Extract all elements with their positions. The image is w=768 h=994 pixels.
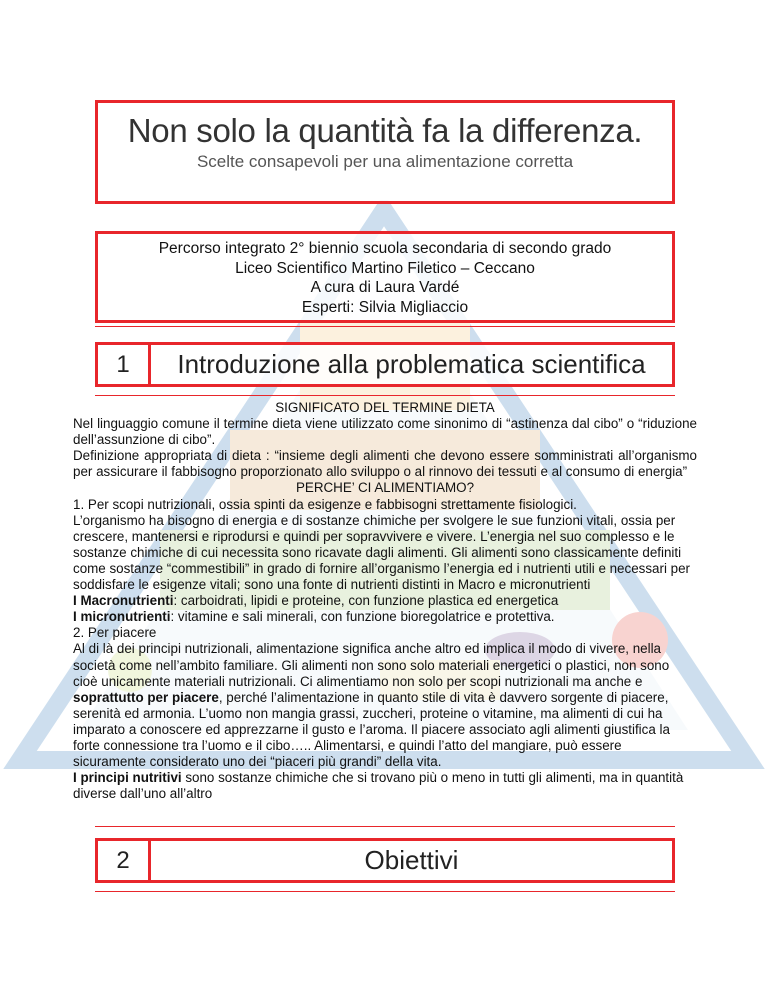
text: Al di là dei principi nutrizionali, alimentazione significa anche altro ed implica il modo di vivere, nella società come nell’ambito familiare. Gli alimenti non sono solo materiali energetici o plastici, non sono cioè unicamente materiali nutrizionali. Ci alimentiamo non solo per scopi nutrizionali ma anche e <box>73 641 670 689</box>
document-title: Non solo la quantità fa la differenza. <box>127 112 643 149</box>
paragraph: Nel linguaggio comune il termine dieta viene utilizzato come sinonimo di “astinenza dal cibo” o “riduzione dell’assunzione di cibo”. <box>73 416 697 448</box>
micronutrients-text: : vitamine e sali minerali, con funzione bioregolatrice e protettiva. <box>170 609 555 625</box>
section-number: 2 <box>98 841 151 880</box>
title-box <box>95 100 675 204</box>
credits-line-author: A cura di Laura Vardé <box>310 279 460 296</box>
section-header-2 <box>95 838 675 883</box>
paragraph: Definizione appropriata di dieta : “insieme degli alimenti che devono essere somministrati all’organismo per assicurare il fabbisogno proporzionato allo sviluppo o al rinnovo dei tessuti e al consumo di energia” <box>73 448 697 480</box>
divider <box>95 395 675 396</box>
paragraph: 2. Per piacere <box>73 625 157 641</box>
divider <box>95 326 675 327</box>
section-title: Introduzione alla problematica scientifica <box>177 349 646 379</box>
heading-perche: PERCHE’ CI ALIMENTIAMO? <box>295 480 475 496</box>
section-title: Obiettivi <box>364 845 459 875</box>
paragraph-principi <box>73 770 697 802</box>
document-subtitle: Scelte consapevoli per una alimentazione corretta <box>196 152 574 171</box>
paragraph-piacere <box>73 641 697 770</box>
emphasis: I principi nutritivi <box>73 770 182 786</box>
section-header-1 <box>95 342 675 387</box>
section-number: 1 <box>98 345 151 384</box>
body-text <box>73 400 697 802</box>
heading-dieta: SIGNIFICATO DEL TERMINE DIETA <box>275 400 495 415</box>
text: , perché l’alimentazione in quanto stile di vita è davvero sorgente di piacere, serenità ed armonia. L’uomo non mangia grassi, zuccheri, proteine o vitamine, ma alimenti di cui ha imparato a conoscere ed apprezzarne il gusto e l’aroma. Il piacere associato agli alimenti giustifica la forte connessione tra l’uomo e il cibo….. Alimentarsi, e quindi l’atto del mangiare, può essere sicuramente considerato uno dei “piaceri più grandi” della vita. <box>73 689 670 770</box>
macronutrients-line <box>73 593 697 609</box>
micronutrients-label: I micronutrienti <box>73 609 171 625</box>
credits-line-course: Percorso integrato 2° biennio scuola secondaria di secondo grado <box>158 240 612 257</box>
macronutrients-text: : carboidrati, lipidi e proteine, con funzione plastica ed energetica <box>173 593 559 609</box>
macronutrients-label: I Macronutrienti <box>73 593 174 609</box>
paragraph: L’organismo ha bisogno di energia e di sostanze chimiche per svolgere le sue funzioni vitali, ossia per crescere, mantenersi e riprodursi e quindi per sopravvivere e vivere. L’energia nel suo complesso e le sostanze chimiche di cui necessita sono ricavate dagli alimenti. Gli alimenti sono classicamente definiti come sostanze “commestibili” in grado di fornire all’organismo l’energia ed i nutrienti utili e necessari per soddisfare le esigenze vitali; sono una fonte di nutrienti distinti in Macro e micronutrienti <box>73 512 690 593</box>
credits-line-experts: Esperti: Silvia Migliaccio <box>301 298 469 316</box>
emphasis: soprattutto per piacere <box>73 689 219 705</box>
paragraph: 1. Per scopi nutrizionali, ossia spinti da esigenze e fabbisogni strettamente fisiologici. <box>73 496 577 512</box>
divider <box>95 826 675 827</box>
credits-box <box>95 231 675 323</box>
text: sono sostanze chimiche che si trovano più o meno in tutti gli alimenti, ma in quantità diverse dall’uno all’altro <box>73 770 684 802</box>
credits-line-school: Liceo Scientifico Martino Filetico – Ceccano <box>235 259 535 277</box>
divider <box>95 891 675 892</box>
micronutrients-line <box>73 609 697 625</box>
